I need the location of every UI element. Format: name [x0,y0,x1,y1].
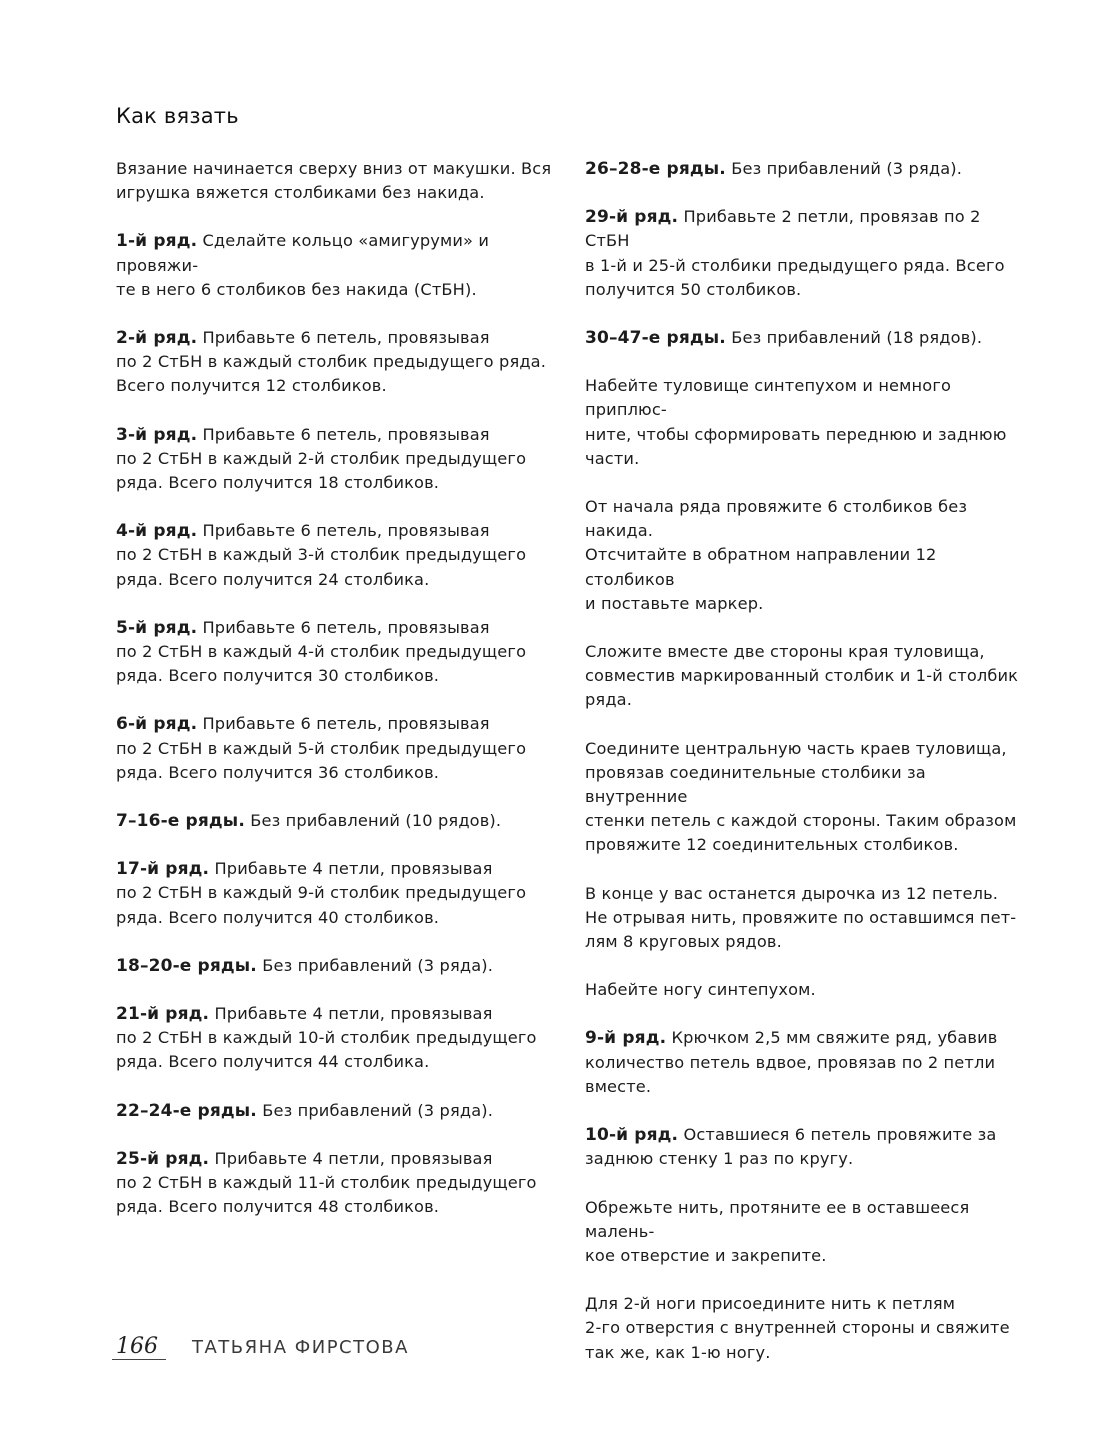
instruction-text: Прибавьте 6 петель, провязывая по 2 СтБН в каждый 5-й столбик предыдущего ряда. Всего получится 36 столбиков. [116,714,527,782]
instruction-text: Без прибавлений (3 ряда). [731,159,963,178]
instruction-paragraph [116,712,561,785]
row-label: 3-й ряд. [116,424,198,445]
instruction-paragraph [116,157,561,205]
instruction-text: Соедините центральную часть краев туловища, провязав соединительные столбики за внутренние стенки петель с каждой стороны. Таким образом провяжите 12 соединительных столбиков. [585,738,1017,855]
instruction-paragraph [116,857,561,930]
row-label: 7–16-е ряды. [116,811,245,832]
author-name: ТАТЬЯНА ФИРСТОВА [192,1337,409,1358]
row-label: 21-й ряд. [116,1004,210,1025]
instruction-paragraph [585,1123,1030,1171]
row-label: 1-й ряд. [116,231,198,252]
instruction-paragraph [116,326,561,399]
instruction-paragraph [585,495,1030,616]
instruction-text: В конце у вас останется дырочка из 12 петель. Не отрывая нить, провяжите по оставшимся пет- лям 8 круговых рядов. [585,883,1017,952]
instruction-text: Прибавьте 6 петель, провязывая по 2 СтБН в каждый 3-й столбик предыдущего ряда. Всего получится 24 столбика. [116,521,527,589]
instruction-text: Прибавьте 2 петли, провязав по 2 СтБН в 1-й и 25-й столбики предыдущего ряда. Всего получится 50 столбиков. [585,207,1005,299]
instruction-paragraph [585,1026,1030,1099]
instruction-paragraph [116,1002,561,1075]
instruction-text: Крючком 2,5 мм свяжите ряд, убавив количество петель вдвое, провязав по 2 петли вместе. [585,1028,998,1096]
instruction-paragraph [116,616,561,689]
row-label: 18–20-е ряды. [116,955,257,976]
instruction-paragraph [116,1147,561,1220]
instruction-text: Прибавьте 6 петель, провязывая по 2 СтБН в каждый столбик предыдущего ряда. Всего получится 12 столбиков. [116,328,547,396]
row-label: 30–47-е ряды. [585,328,726,349]
instruction-paragraph [585,1292,1030,1365]
instruction-text: Прибавьте 4 петли, провязывая по 2 СтБН в каждый 11-й столбик предыдущего ряда. Всего получится 48 столбиков. [116,1148,537,1217]
instruction-paragraph [116,954,561,978]
instruction-paragraph [585,374,1030,471]
instruction-paragraph [585,882,1030,955]
row-label: 10-й ряд. [585,1125,679,1146]
row-label: 2-й ряд. [116,328,198,349]
page-footer [112,1335,409,1360]
instruction-paragraph [116,519,561,592]
instruction-paragraph [116,1099,561,1123]
instruction-text: Вязание начинается сверху вниз от макушки. Вся игрушка вяжется столбиками без накида. [116,159,552,203]
instruction-text: Прибавьте 6 петель, провязывая по 2 СтБН в каждый 2-й столбик предыдущего ряда. Всего получится 18 столбиков. [116,424,527,493]
instruction-paragraph [116,229,561,302]
page-number: 166 [112,1335,166,1360]
row-label: 17-й ряд. [116,859,210,880]
instruction-paragraph [585,640,1030,713]
instruction-paragraph [585,205,1030,302]
instruction-text: Без прибавлений (10 рядов). [250,811,502,831]
instruction-text: Набейте ногу синтепухом. [585,980,816,1000]
row-label: 5-й ряд. [116,617,198,638]
instruction-text: Оставшиеся 6 петель провяжите за заднюю стенку 1 раз по кругу. [585,1125,997,1169]
instruction-text: Обрежьте нить, протяните ее в оставшееся малень- кое отверстие и закрепите. [585,1197,970,1265]
instruction-paragraph [116,809,561,833]
instruction-paragraph [585,157,1030,181]
row-label: 22–24-е ряды. [116,1100,257,1121]
row-label: 29-й ряд. [585,207,679,228]
row-label: 9-й ряд. [585,1028,667,1049]
instruction-text: От начала ряда провяжите 6 столбиков без накида. Отсчитайте в обратном направлении 12 столбиков и поставьте маркер. [585,497,968,613]
instruction-paragraph [116,423,561,496]
instruction-text: Прибавьте 4 петли, провязывая по 2 СтБН в каждый 9-й столбик предыдущего ряда. Всего получится 40 столбиков. [116,859,527,927]
instruction-text: Без прибавлений (3 ряда). [262,1100,494,1120]
row-label: 25-й ряд. [116,1148,210,1169]
instruction-text: Прибавьте 6 петель, провязывая по 2 СтБН в каждый 4-й столбик предыдущего ряда. Всего получится 30 столбиков. [116,617,527,686]
instruction-paragraph [585,978,1030,1002]
instruction-text: Для 2-й ноги присоедините нить к петлям 2-го отверстия с внутренней стороны и свяжите так же, как 1-ю ногу. [585,1294,1010,1362]
instruction-paragraph [585,326,1030,350]
instruction-paragraph [585,737,1030,858]
right-column [585,157,1030,1389]
page-heading: Как вязать [116,104,239,128]
row-label: 26–28-е ряды. [585,159,726,179]
row-label: 6-й ряд. [116,714,198,735]
instruction-text: Сделайте кольцо «амигуруми» и провяжи- те в него 6 столбиков без накида (СтБН). [116,231,490,299]
instruction-text: Без прибавлений (18 рядов). [731,328,983,348]
instruction-text: Сложите вместе две стороны края туловища, совместив маркированный столбик и 1-й столбик ряда. [585,642,1019,710]
instruction-text: Набейте туловище синтепухом и немного приплюс- ните, чтобы сформировать переднюю и заднюю части. [585,376,1007,468]
left-column [116,157,561,1244]
instruction-paragraph [585,1196,1030,1269]
instruction-text: Прибавьте 4 петли, провязывая по 2 СтБН в каждый 10-й столбик предыдущего ряда. Всего получится 44 столбика. [116,1004,537,1072]
instruction-text: Без прибавлений (3 ряда). [262,955,494,975]
row-label: 4-й ряд. [116,521,198,542]
